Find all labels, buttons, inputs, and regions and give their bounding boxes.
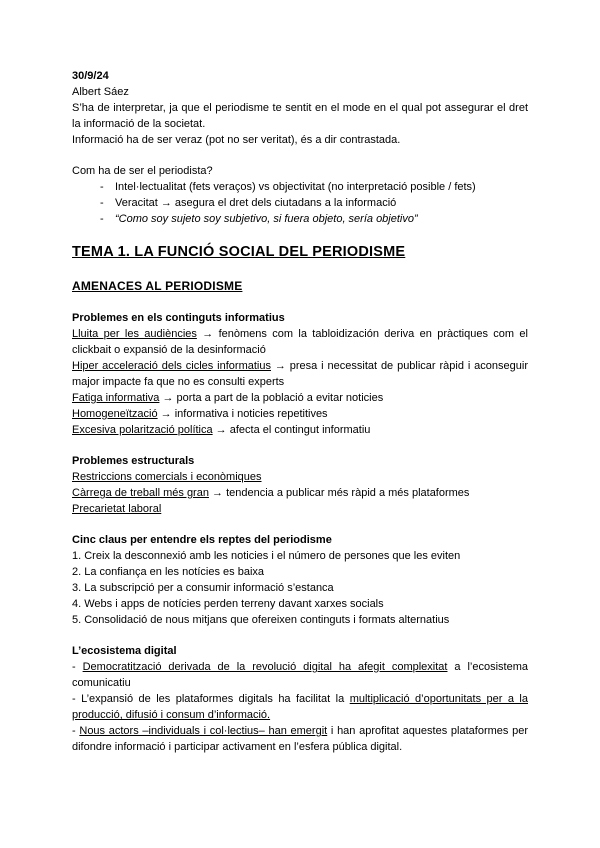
text-run: -	[72, 725, 80, 737]
subheading-ecosistema-digital	[72, 643, 528, 659]
text-run: AMENACES AL PERIODISME	[72, 279, 243, 293]
text-run: Intel·lectualitat (fets veraços) vs objectivitat (no interpretació posible / fets)	[115, 181, 476, 193]
bullet-intellectualitat	[72, 179, 528, 195]
text-run: L’ecosistema digital	[72, 645, 177, 657]
text-run: multiplicació d’oportunitats per a la producció, difusió i consum d’informació.	[72, 693, 528, 721]
item-hiper-acceleracio	[72, 358, 528, 390]
text-run: Excesiva polarització política	[72, 424, 213, 436]
paragraph-spacer	[72, 148, 528, 163]
bullet-quote	[72, 211, 528, 227]
paragraph-spacer	[72, 227, 528, 242]
item-democratitzacio	[72, 659, 528, 691]
text-run: Veracitat → asegura el dret dels ciutadans a la informació	[115, 197, 397, 209]
text-run: Fatiga informativa	[72, 392, 160, 404]
text-run: → tendencia a publicar més ràpid a més plataformes	[208, 487, 470, 499]
text-run: 30/9/24	[72, 70, 109, 82]
bullet-dash: -	[100, 213, 104, 225]
text-run: Lluita per les audiències	[72, 328, 197, 340]
text-run: “Como soy sujeto soy subjetivo, si fuera objeto, sería objetivo”	[115, 213, 418, 225]
numbered-item-1	[72, 548, 528, 564]
item-nous-actors	[72, 723, 528, 755]
intro-paragraph-2	[72, 132, 528, 148]
question-line	[72, 163, 528, 179]
text-run: -	[72, 661, 83, 673]
bullet-content	[115, 195, 528, 211]
date-line	[72, 68, 528, 84]
text-run: 2. La confiança en les notícies es baixa	[72, 566, 265, 578]
item-precarietat	[72, 501, 528, 517]
text-run: Albert Sáez	[72, 86, 129, 98]
bullet-dash: -	[100, 181, 104, 193]
text-run: Nous actors –individuals i col·lectius– han emergit	[79, 725, 328, 737]
text-run: → presa i necessitat de publicar ràpid i aconseguir major impacte fa que no es consulti experts	[72, 360, 528, 388]
bullet-veracitat	[72, 195, 528, 211]
intro-paragraph-1	[72, 100, 528, 132]
item-lluita-audiencies	[72, 326, 528, 358]
paragraph-spacer	[72, 628, 528, 643]
numbered-item-5	[72, 612, 528, 628]
numbered-item-4	[72, 596, 528, 612]
bullet-content	[115, 179, 528, 195]
text-run: 5. Consolidació de nous mitjans que ofereixen continguts i formats alternatius	[72, 614, 450, 626]
text-run: 1. Creix la desconnexió amb les noticies i el número de persones que les eviten	[72, 550, 461, 562]
author-line	[72, 84, 528, 100]
item-expansio-plataformes	[72, 691, 528, 723]
text-run: Homogeneïtzació	[72, 408, 158, 420]
text-run: Problemes en els continguts informatius	[72, 312, 285, 324]
text-run: TEMA 1. LA FUNCIÓ SOCIAL DEL PERIODISME	[72, 244, 406, 260]
text-run: Hiper acceleració dels cicles informatius	[72, 360, 271, 372]
paragraph-spacer	[72, 295, 528, 310]
item-polaritzacio	[72, 422, 528, 438]
subheading-problemes-estructurals	[72, 453, 528, 469]
text-run: → informativa i noticies repetitives	[157, 408, 328, 420]
text-run: Restriccions comercials i econòmiques	[72, 471, 262, 483]
subheading-cinc-claus	[72, 532, 528, 548]
numbered-item-2	[72, 564, 528, 580]
text-run: 4. Webs i apps de notícies perden terreny davant xarxes socials	[72, 598, 384, 610]
item-homogeneitzacio	[72, 406, 528, 422]
text-run: S’ha de interpretar, ja que el periodisme te sentit en el mode en el qual pot assegurar el dret la informació de la societat.	[72, 102, 528, 130]
text-run: Problemes estructurals	[72, 455, 195, 467]
numbered-item-3	[72, 580, 528, 596]
tema-1-heading	[72, 242, 528, 262]
text-run: a l’ecosistema comunicatiu	[72, 661, 528, 689]
paragraph-spacer	[72, 438, 528, 453]
bullet-content	[115, 211, 528, 227]
text-run: → afecta el contingut informatiu	[212, 424, 371, 436]
text-run: i han aprofitat aquestes plataformes per difondre informació i participar activament en l’esfera pública digital.	[72, 725, 528, 753]
text-run: - L’expansió de les plataformes digitals ha facilitat la	[72, 693, 350, 705]
text-run: 3. La subscripció per a consumir informació s’estanca	[72, 582, 334, 594]
text-run: → fenòmens com la tabloidización deriva en pràctiques com el clickbait o expansió de la desinformació	[72, 328, 528, 356]
text-run: Com ha de ser el periodista?	[72, 165, 213, 177]
item-restriccions	[72, 469, 528, 485]
paragraph-spacer	[72, 262, 528, 277]
bullet-dash: -	[100, 197, 104, 209]
text-run: Informació ha de ser veraz (pot no ser veritat), és a dir contrastada.	[72, 134, 401, 146]
text-run: Càrrega de treball més gran	[72, 487, 209, 499]
paragraph-spacer	[72, 517, 528, 532]
subheading-problemes-continguts	[72, 310, 528, 326]
amenaces-heading	[72, 277, 528, 295]
item-fatiga-informativa	[72, 390, 528, 406]
text-run: Cinc claus per entendre els reptes del periodisme	[72, 534, 332, 546]
text-run: Precarietat laboral	[72, 503, 162, 515]
text-run: Democratització derivada de la revolució digital ha afegit complexitat	[82, 661, 448, 673]
text-run: → porta a part de la població a evitar noticies	[159, 392, 384, 404]
item-carrega-treball	[72, 485, 528, 501]
